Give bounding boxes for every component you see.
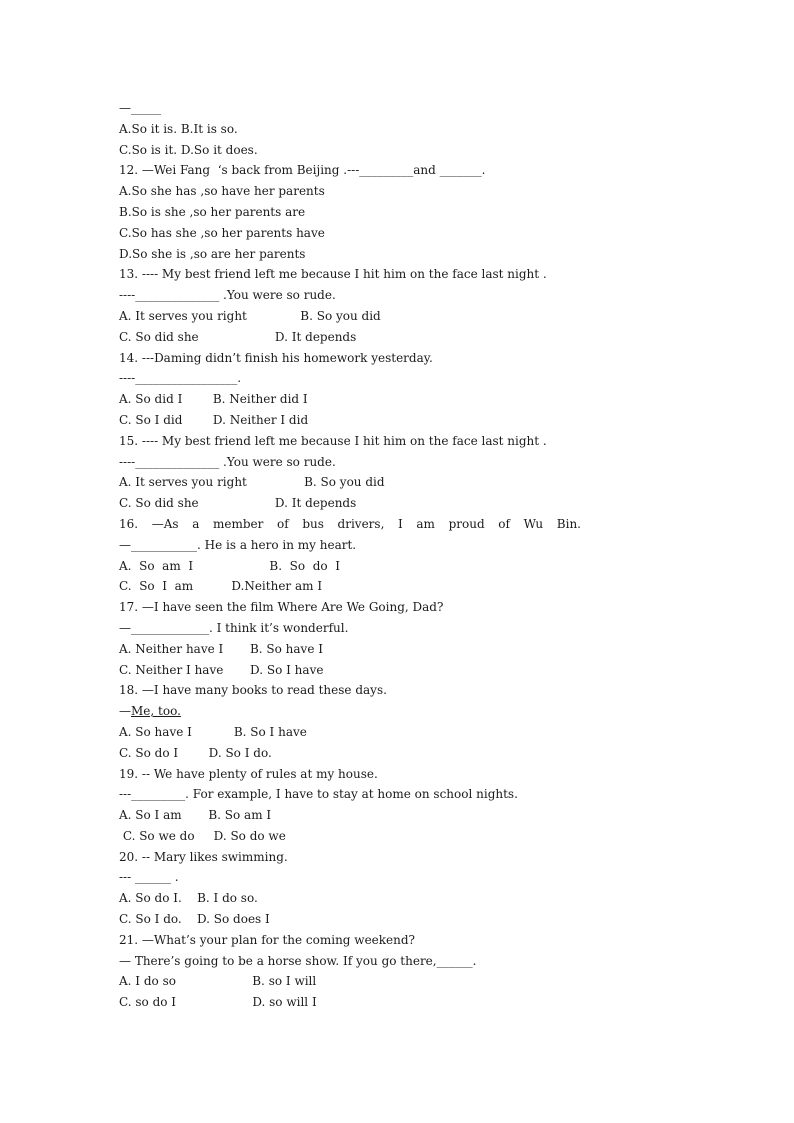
response-line: ----______________ .You were so rude. [119,454,336,469]
option-line: A. I do so B. so I will [119,974,317,989]
option-line: B.So is she ,so her parents are [119,204,306,219]
option-line: A. So do I. B. I do so. [119,891,258,906]
option-line: A. So have I B. So I have [119,724,307,739]
option-line: A.So she has ,so have her parents [119,184,325,199]
question-15: 15. ---- My best friend left me because I hit him on the face last night . [119,433,547,448]
question-13: 13. ---- My best friend left me because I hit him on the face last night . [119,267,547,282]
option-line: C. So we do D. So do we [119,828,286,843]
option-line: A. So am I B. So do I [119,558,340,573]
question-21: 21. —What’s your plan for the coming weekend? [119,932,415,947]
option-line: C. so do I D. so will I [119,995,317,1010]
response-line: ---_________. For example, I have to stay at home on school nights. [119,787,518,802]
question-18: 18. —I have many books to read these days. [119,683,387,698]
option-line: D.So she is ,so are her parents [119,246,306,261]
blank-line: —_____ [119,101,161,115]
dash: — [119,704,131,719]
exercise-list [119,98,679,1013]
option-line: A. It serves you right B. So you did [119,308,381,323]
option-line: A. So I am B. So am I [119,808,272,823]
option-line: A. Neither have I B. So have I [119,641,323,656]
option-line: A. So did I B. Neither did I [119,392,308,407]
question-14: 14. ---Daming didn’t finish his homework yesterday. [119,350,433,365]
question-20: 20. -- Mary likes swimming. [119,849,288,864]
response-line [119,701,679,722]
option-line: C. So I did D. Neither I did [119,412,309,427]
option-line: C. So do I D. So I do. [119,745,272,760]
underlined-answer: Me, too. [131,704,181,719]
response-line: —___________. He is a hero in my heart. [119,537,357,552]
response-line: ----______________ .You were so rude. [119,288,336,303]
question-17: 17. —I have seen the film Where Are We Going, Dad? [119,600,444,615]
option-line: C. Neither I have D. So I have [119,662,324,677]
option-line: C.So has she ,so her parents have [119,225,325,240]
question-16: 16. —As a member of bus drivers, I am proud of Wu Bin. [119,516,581,531]
option-line: C. So I do. D. So does I [119,912,270,927]
response-line: --- ______ . [119,870,179,885]
option-line: C. So did she D. It depends [119,496,357,511]
option-line: A.So it is. B.It is so. [119,121,238,136]
option-line: C. So did she D. It depends [119,329,357,344]
response-line: — There’s going to be a horse show. If you go there,______. [119,953,477,968]
question-19: 19. -- We have plenty of rules at my house. [119,766,378,781]
option-line: A. It serves you right B. So you did [119,475,385,490]
question-12: 12. —Wei Fang ‘s back from Beijing .---_________and _______. [119,163,486,178]
response-line: —_____________. I think it’s wonderful. [119,620,349,635]
option-line: C.So is it. D.So it does. [119,142,258,157]
option-line: C. So I am D.Neither am I [119,579,323,594]
response-line: ----_________________. [119,371,242,386]
